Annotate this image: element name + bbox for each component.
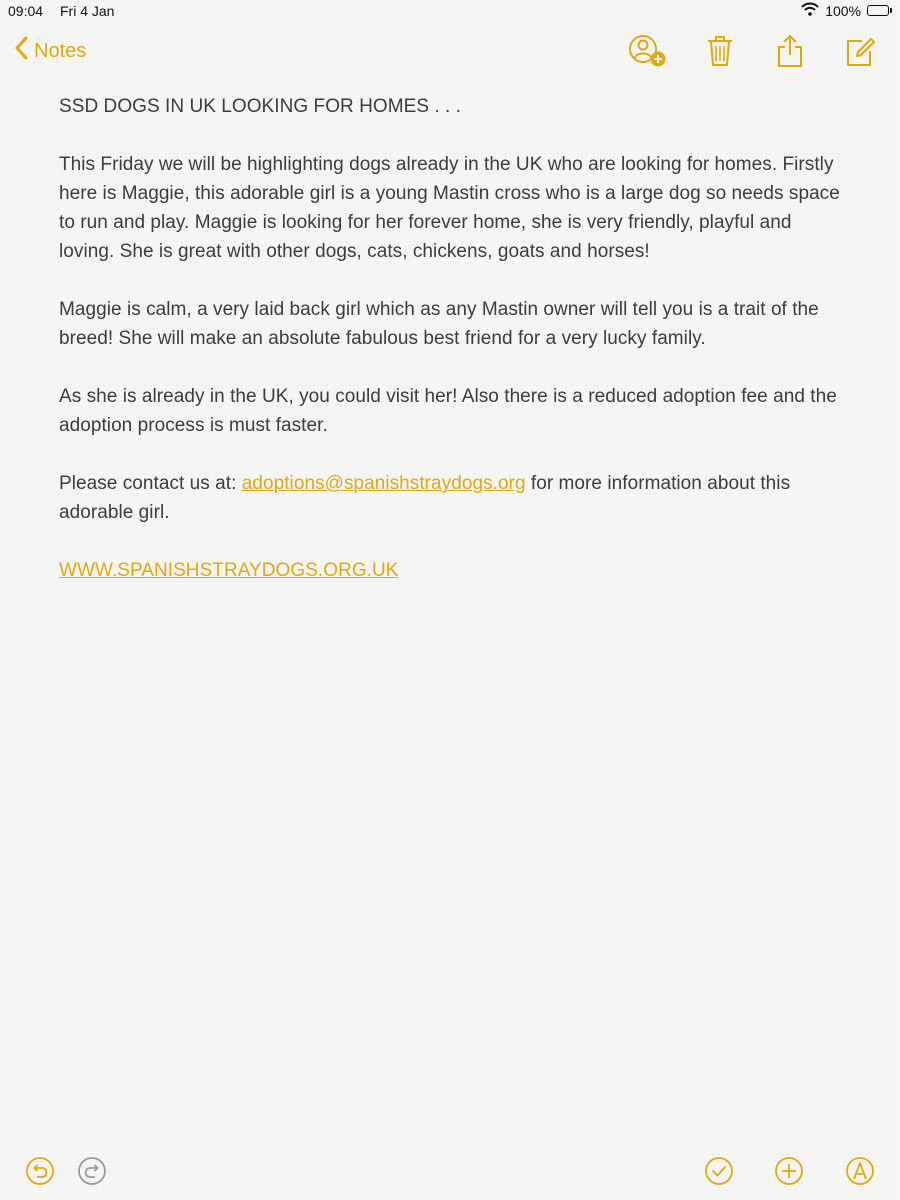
compose-icon[interactable] [845,34,879,68]
note-contact-paragraph [59,469,849,527]
email-link[interactable]: adoptions@spanishstraydogs.org [241,473,526,494]
contact-prefix: Please contact us at: [59,473,242,494]
undo-icon[interactable] [25,1156,55,1186]
website-link[interactable]: WWW.SPANISHSTRAYDOGS.ORG.UK [59,560,399,581]
add-icon[interactable] [774,1156,804,1186]
battery-icon [867,5,892,16]
status-date: Fri 4 Jan [60,3,115,19]
checklist-icon[interactable] [704,1156,734,1186]
back-button[interactable] [14,36,86,66]
trash-icon[interactable] [706,34,740,68]
status-bar [0,0,900,24]
note-paragraph-1: This Friday we will be highlighting dogs already in the UK who are looking for homes. Firstly here is Maggie, this adorable girl is a young Mastin cross who is a large dog so needs space to run and play. Maggie is looking for her forever home, she is very friendly, playful and loving. She is great with other dogs, cats, chickens, goats and horses! [59,154,840,262]
status-indicators [801,2,892,19]
bottom-toolbar [0,1140,900,1200]
note-body[interactable] [59,92,849,614]
note-paragraph-3: As she is already in the UK, you could visit her! Also there is a reduced adoption fee and the adoption process is must faster. [59,386,837,436]
nav-bar [0,28,900,78]
markup-icon[interactable] [845,1156,875,1186]
contact-suffix: for more information about this adorable girl. [59,473,791,523]
note-paragraph-2: Maggie is calm, a very laid back girl which as any Mastin owner will tell you is a trait of the breed! She will make an absolute fabulous best friend for a very lucky family. [59,299,819,349]
add-people-icon[interactable] [627,34,661,68]
chevron-left-icon [14,36,28,66]
share-icon[interactable] [776,34,810,68]
note-title: SSD DOGS IN UK LOOKING FOR HOMES . . . [59,96,462,117]
status-time: 09:04 [8,3,44,19]
note-website-paragraph [59,556,849,585]
wifi-icon [801,2,819,19]
back-button-label: Notes [34,39,87,62]
battery-percent: 100% [825,2,861,19]
redo-icon[interactable] [77,1156,107,1186]
